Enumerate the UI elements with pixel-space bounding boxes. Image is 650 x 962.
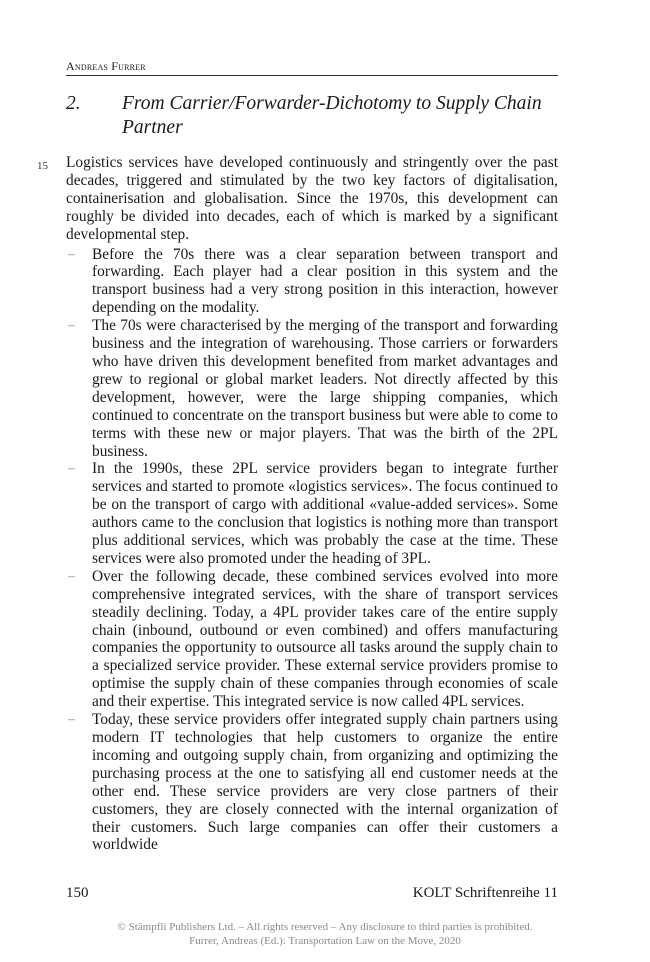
list-item	[66, 317, 558, 460]
copyright-notice	[0, 920, 650, 948]
series-name: KOLT Schriftenreihe 11	[412, 885, 558, 901]
margin-line-number: 15	[37, 160, 48, 172]
dash-marker: –	[68, 712, 75, 728]
list-item	[66, 568, 558, 711]
list-item-text: Today, these service providers offer integrated supply chain partners using modern IT technologies that help customers to organize the entire incoming and outgoing supply chain, from organizing and optimizing the purchasing process at the one to satisfying all end customer needs at the other end. These service providers are very close partners of their customers, they are closely connected with the internal organization of their customers. Such large companies can offer their customers a worldwide	[92, 711, 558, 854]
list-item-text: The 70s were characterised by the merging of the transport and forwarding business and the integration of warehousing. Those carriers or forwarders who have driven this development benefited from market advantages and grew to regional or global market leaders. Not directly affected by this development, however, were the large shipping companies, which continued to concentrate on the transport business but were able to come to terms with these new or major players. That was the birth of the 2PL business.	[92, 317, 558, 460]
section-title: From Carrier/Forwarder-Dichotomy to Supply Chain Partner	[122, 93, 542, 138]
list-item-text: Before the 70s there was a clear separation between transport and forwarding. Each player had a clear position in this system and the transport business had a very strong position in this interaction, however depending on the modality.	[92, 245, 558, 317]
list-item	[66, 246, 558, 318]
dash-marker: –	[68, 318, 75, 334]
dash-marker: –	[68, 461, 75, 477]
dash-marker: –	[68, 246, 75, 262]
intro-paragraph: Logistics services have developed continuously and stringently over the past decades, triggered and stimulated by the two key factors of digitalisation, containerisation and globalisation. Since the 1970s, this development can roughly be divided into decades, each of which is marked by a significant developmental step.	[66, 154, 558, 243]
list-item	[66, 460, 558, 567]
running-head: Andreas Furrer	[66, 59, 558, 76]
list-item	[66, 711, 558, 854]
dash-marker: –	[68, 568, 75, 584]
list-item-text: In the 1990s, these 2PL service providers began to integrate further services and started to promote «logistics services». The focus continued to be on the transport of cargo with additional «value-added services». Some authors came to the conclusion that logistics is nothing more than transport plus additional services, which was probably the case at the time. These services were also promoted under the heading of 3PL.	[92, 460, 558, 567]
list-item-text: Over the following decade, these combined services evolved into more comprehensive integrated services, with the share of transport services steadily declining. Today, a 4PL provider takes care of the entire supply chain (inbound, outbound or even combined) and offers manufacturing companies the opportunity to outsource all tasks around the supply chain to a specialized service provider. These external service providers promise to optimise the supply chain of these companies through economies of scale and their expertise. This integrated service is now called 4PL services.	[92, 567, 558, 711]
copyright-line-1: © Stämpfli Publishers Ltd. – All rights reserved – Any disclosure to third parties is prohibited.	[117, 921, 533, 933]
body-text	[66, 154, 558, 854]
section-heading	[66, 92, 556, 140]
copyright-line-2: Furrer, Andreas (Ed.): Transportation Law on the Move, 2020	[189, 935, 461, 947]
section-number: 2.	[66, 93, 81, 114]
page-number: 150	[66, 885, 89, 901]
development-list	[66, 246, 558, 855]
